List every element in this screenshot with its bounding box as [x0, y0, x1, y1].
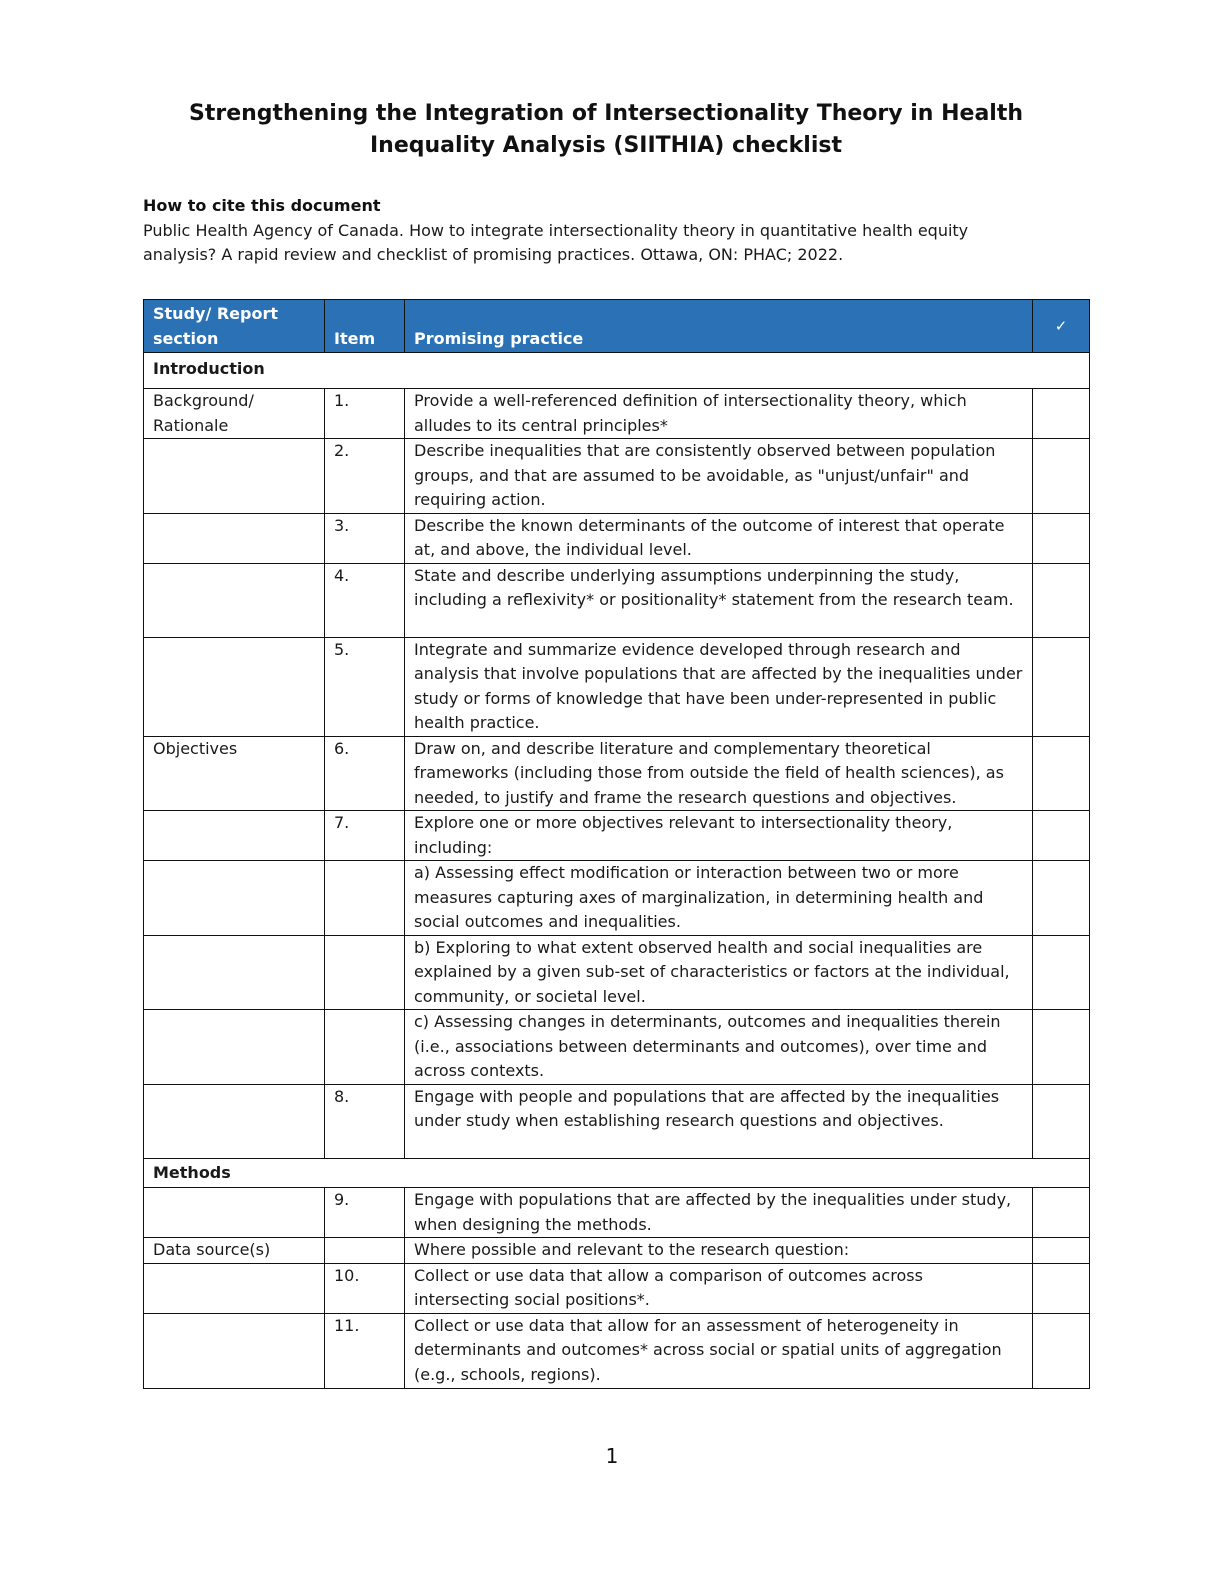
- row-section: [144, 1084, 325, 1158]
- row-checkbox[interactable]: [1033, 513, 1090, 563]
- row-item: 6.: [325, 736, 405, 811]
- row-practice: Engage with populations that are affected by the inequalities under study, when designing the methods.: [405, 1188, 1033, 1238]
- row-item: [325, 935, 405, 1010]
- row-item: 3.: [325, 513, 405, 563]
- row-item: 11.: [325, 1313, 405, 1388]
- section-row-methods: [144, 1158, 1090, 1188]
- citation-text: Public Health Agency of Canada. How to integrate intersectionality theory in quantitative health equity analysis? A rapid review and checklist of promising practices. Ottawa, ON: PHAC; 2022.: [143, 221, 969, 264]
- table-row: [144, 637, 1090, 736]
- row-practice: State and describe underlying assumptions underpinning the study, including a reflexivity* or positionality* statement from the research team.: [405, 563, 1033, 637]
- row-practice: Describe inequalities that are consistently observed between population groups, and that are assumed to be avoidable, as "unjust/unfair" and requiring action.: [405, 439, 1033, 514]
- row-practice: c) Assessing changes in determinants, outcomes and inequalities therein (i.e., associations between determinants and outcomes), over time and across contexts.: [405, 1010, 1033, 1085]
- row-practice: Where possible and relevant to the research question:: [405, 1238, 1033, 1264]
- row-item: 2.: [325, 439, 405, 514]
- section-heading: Introduction: [144, 353, 1090, 389]
- row-item: 7.: [325, 811, 405, 861]
- row-checkbox[interactable]: [1033, 439, 1090, 514]
- table-row: [144, 439, 1090, 514]
- table-row: [144, 563, 1090, 637]
- row-practice: Provide a well-referenced definition of intersectionality theory, which alludes to its central principles*: [405, 389, 1033, 439]
- row-section: [144, 861, 325, 936]
- row-item: 8.: [325, 1084, 405, 1158]
- row-practice: a) Assessing effect modification or interaction between two or more measures capturing axes of marginalization, in determining health and social outcomes and inequalities.: [405, 861, 1033, 936]
- row-section: Data source(s): [144, 1238, 325, 1264]
- table-row: [144, 1010, 1090, 1085]
- row-checkbox[interactable]: [1033, 1188, 1090, 1238]
- row-checkbox[interactable]: [1033, 1263, 1090, 1313]
- row-section: [144, 935, 325, 1010]
- siithia-checklist-table: [143, 299, 1090, 1389]
- row-checkbox[interactable]: [1033, 1010, 1090, 1085]
- table-row: [144, 1084, 1090, 1158]
- row-practice: Engage with people and populations that are affected by the inequalities under study when establishing research questions and objectives.: [405, 1084, 1033, 1158]
- row-section: Background/ Rationale: [144, 389, 325, 439]
- table-row: [144, 1263, 1090, 1313]
- document-title: [143, 98, 1069, 162]
- row-checkbox[interactable]: [1033, 736, 1090, 811]
- document-title-line-1: Strengthening the Integration of Intersectionality Theory in Health: [188, 101, 1024, 126]
- table-row: [144, 811, 1090, 861]
- row-section: [144, 439, 325, 514]
- header-item: Item: [325, 300, 405, 353]
- row-checkbox[interactable]: [1033, 563, 1090, 637]
- table-row: [144, 1238, 1090, 1264]
- checkmark-icon: ✓: [1033, 300, 1090, 353]
- row-item: 5.: [325, 637, 405, 736]
- row-practice: Collect or use data that allow a comparison of outcomes across intersecting social positions*.: [405, 1263, 1033, 1313]
- row-practice: Describe the known determinants of the outcome of interest that operate at, and above, the individual level.: [405, 513, 1033, 563]
- row-section: [144, 1188, 325, 1238]
- row-checkbox[interactable]: [1033, 389, 1090, 439]
- document-title-line-2: Inequality Analysis (SIITHIA) checklist: [369, 133, 843, 158]
- row-item: [325, 1238, 405, 1264]
- section-heading: Methods: [144, 1158, 1090, 1188]
- row-section: [144, 637, 325, 736]
- table-row: [144, 1188, 1090, 1238]
- row-practice: b) Exploring to what extent observed health and social inequalities are explained by a given sub-set of characteristics or factors at the individual, community, or societal level.: [405, 935, 1033, 1010]
- header-section: Study/ Report section: [144, 300, 325, 353]
- row-section: [144, 1313, 325, 1388]
- table-row: [144, 861, 1090, 936]
- row-item: 1.: [325, 389, 405, 439]
- row-practice: Collect or use data that allow for an assessment of heterogeneity in determinants and outcomes* across social or spatial units of aggregation (e.g., schools, regions).: [405, 1313, 1033, 1388]
- row-checkbox[interactable]: [1033, 861, 1090, 936]
- header-practice: Promising practice: [405, 300, 1033, 353]
- row-section: [144, 513, 325, 563]
- table-row: [144, 389, 1090, 439]
- row-checkbox[interactable]: [1033, 1084, 1090, 1158]
- row-item: 10.: [325, 1263, 405, 1313]
- table-row: [144, 935, 1090, 1010]
- row-item: [325, 861, 405, 936]
- table-header-row: [144, 300, 1090, 353]
- section-row-introduction: [144, 353, 1090, 389]
- row-checkbox[interactable]: [1033, 811, 1090, 861]
- row-checkbox[interactable]: [1033, 1238, 1090, 1264]
- table-row: [144, 736, 1090, 811]
- row-practice: Draw on, and describe literature and complementary theoretical frameworks (including those from outside the field of health sciences), as needed, to justify and frame the research questions and objectives.: [405, 736, 1033, 811]
- row-section: [144, 563, 325, 637]
- row-checkbox[interactable]: [1033, 1313, 1090, 1388]
- row-item: 9.: [325, 1188, 405, 1238]
- row-checkbox[interactable]: [1033, 637, 1090, 736]
- row-section: [144, 1263, 325, 1313]
- row-practice: Integrate and summarize evidence developed through research and analysis that involve populations that are affected by the inequalities under study or forms of knowledge that have been under-represented in public health practice.: [405, 637, 1033, 736]
- row-item: 4.: [325, 563, 405, 637]
- row-checkbox[interactable]: [1033, 935, 1090, 1010]
- row-item: [325, 1010, 405, 1085]
- citation-heading: How to cite this document: [143, 196, 381, 215]
- row-practice: Explore one or more objectives relevant to intersectionality theory, including:: [405, 811, 1033, 861]
- row-section: [144, 1010, 325, 1085]
- row-section: [144, 811, 325, 861]
- page-number: 1: [605, 1444, 619, 1468]
- table-row: [144, 513, 1090, 563]
- row-section: Objectives: [144, 736, 325, 811]
- table-row: [144, 1313, 1090, 1388]
